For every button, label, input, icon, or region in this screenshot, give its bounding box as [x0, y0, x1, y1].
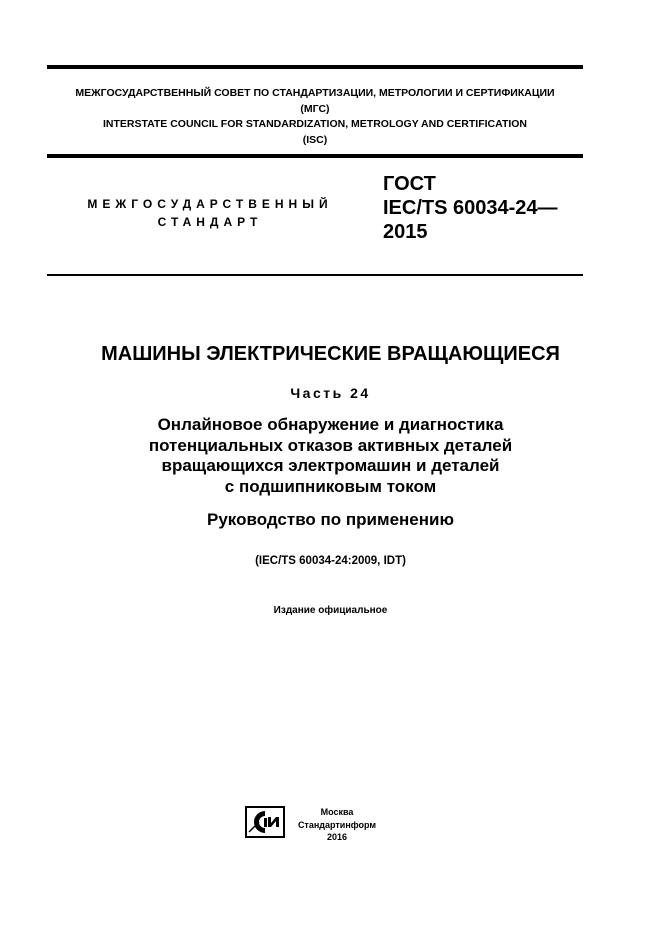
standard-type-line2: СТАНДАРТ: [157, 215, 263, 229]
subtitle-line: Онлайновое обнаружение и диагностика: [157, 415, 504, 434]
middle-rule: [47, 154, 583, 158]
standard-type-line1: МЕЖГОСУДАРСТВЕННЫЙ: [87, 197, 333, 211]
standard-designation: [383, 172, 558, 244]
iec-reference: (IEC/TS 60034-24:2009, IDT): [255, 555, 406, 567]
top-rule: [47, 65, 583, 69]
guide-title: Руководство по применению: [207, 510, 454, 529]
document-title: МАШИНЫ ЭЛЕКТРИЧЕСКИЕ ВРАЩАЮЩИЕСЯ: [101, 343, 560, 365]
subtitle-line: вращающихся электромашин и деталей: [161, 456, 500, 475]
council-header: [47, 86, 583, 148]
designation-line1: ГОСТ: [383, 173, 436, 195]
council-abbr-en: (ISC): [302, 133, 328, 146]
document-subtitle: [0, 415, 661, 497]
council-name-en: INTERSTATE COUNCIL FOR STANDARDIZATION, METROLOGY AND CERTIFICATION: [102, 118, 528, 130]
designation-line2: IEC/TS 60034-24—: [383, 197, 558, 219]
publisher-city: Москва: [320, 807, 354, 817]
designation-line3: 2015: [383, 221, 428, 243]
council-abbr-ru: (МГС): [300, 102, 330, 115]
standartinform-logo-icon: [245, 806, 285, 838]
thin-rule: [47, 274, 583, 276]
subtitle-line: потенциальных отказов активных деталей: [148, 435, 513, 455]
council-name-ru: МЕЖГОСУДАРСТВЕННЫЙ СОВЕТ ПО СТАНДАРТИЗАЦИИ, МЕТРОЛОГИИ И СЕРТИФИКАЦИИ: [75, 87, 555, 99]
edition-note: Издание официальное: [273, 605, 388, 616]
publisher-name: Стандартинформ: [297, 819, 377, 830]
subtitle-line: с подшипниковым током: [224, 476, 437, 496]
publisher-block: [290, 806, 384, 844]
standard-type-label: [60, 195, 360, 231]
part-number: Часть 24: [290, 385, 371, 401]
publication-year: 2016: [326, 832, 348, 842]
